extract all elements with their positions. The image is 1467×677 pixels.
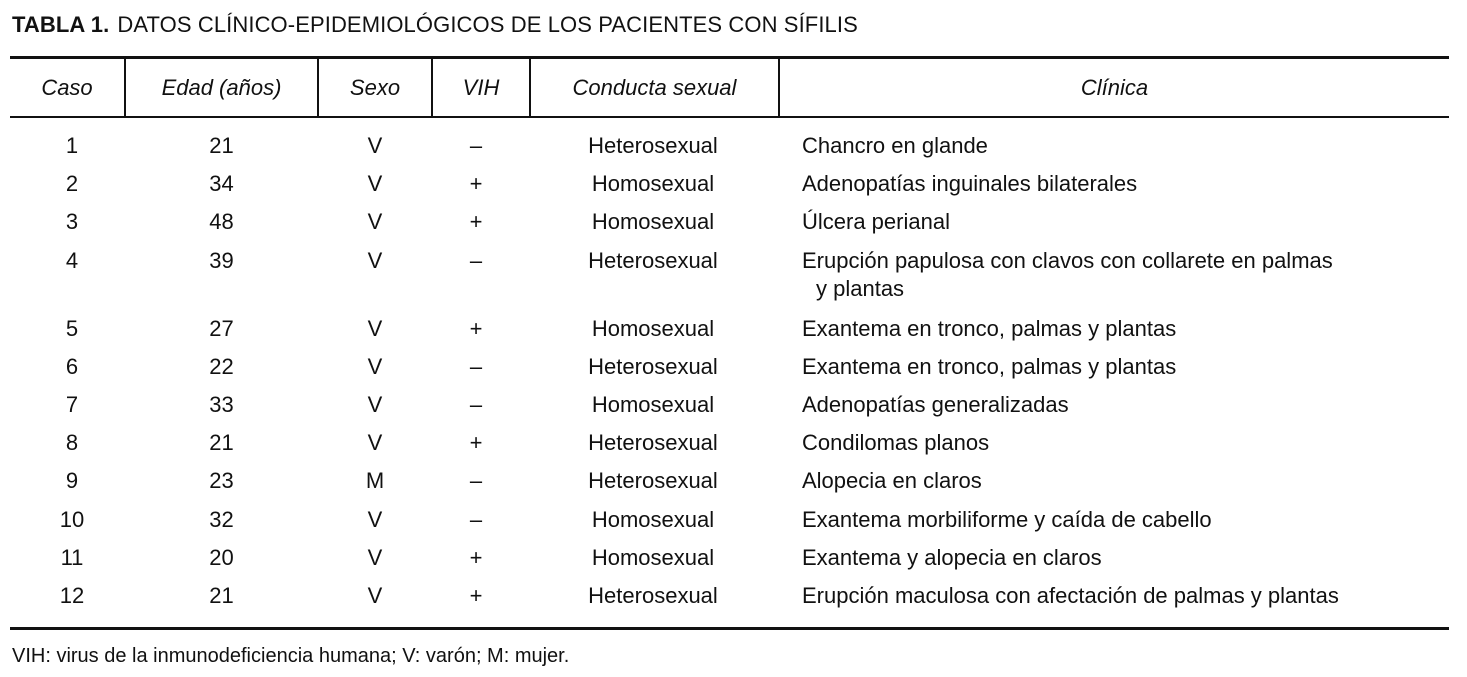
clinica-text: Erupción maculosa con afectación de palmas y plantas	[802, 583, 1339, 608]
cell-clinica	[802, 506, 1452, 534]
cell-vih: –	[469, 392, 483, 417]
cell-vih: –	[469, 354, 483, 379]
cell-clinica	[802, 132, 1452, 160]
cell-vih: +	[469, 583, 483, 608]
cell-clinica	[802, 391, 1452, 419]
cell-caso: 12	[59, 583, 85, 608]
cell-sexo: V	[367, 430, 383, 455]
header-vih: VIH	[462, 75, 500, 100]
cell-caso: 7	[65, 392, 79, 417]
cell-clinica	[802, 467, 1452, 495]
cell-clinica	[802, 429, 1452, 457]
cell-caso: 1	[65, 133, 79, 158]
cell-conducta: Homosexual	[591, 171, 715, 196]
cell-clinica	[802, 544, 1452, 572]
table-caption: DATOS CLÍNICO-EPIDEMIOLÓGICOS DE LOS PACIENTES CON SÍFILIS	[117, 12, 858, 37]
cell-vih: +	[469, 316, 483, 341]
cell-vih: –	[469, 468, 483, 493]
cell-conducta: Heterosexual	[588, 430, 718, 455]
cell-sexo: V	[367, 354, 383, 379]
clinica-text: Erupción papulosa con clavos con collarete en palmas	[802, 248, 1333, 273]
header-sexo: Sexo	[349, 75, 401, 100]
cell-edad: 32	[209, 507, 234, 532]
header-clinica: Clínica	[1080, 75, 1149, 100]
cell-edad: 48	[209, 209, 234, 234]
table-title	[12, 12, 858, 38]
cell-clinica	[802, 582, 1452, 610]
clinica-text: Úlcera perianal	[802, 209, 950, 234]
header-caso: Caso	[41, 75, 93, 100]
cell-conducta: Homosexual	[591, 392, 715, 417]
clinica-text: Adenopatías generalizadas	[802, 392, 1069, 417]
cell-caso: 10	[59, 507, 85, 532]
cell-vih: –	[469, 133, 483, 158]
cell-clinica	[802, 247, 1452, 303]
cell-caso: 5	[65, 316, 79, 341]
cell-caso: 9	[65, 468, 79, 493]
cell-vih: +	[469, 430, 483, 455]
cell-sexo: M	[365, 468, 385, 493]
cell-edad: 39	[209, 248, 234, 273]
cell-clinica	[802, 353, 1452, 381]
clinica-text: Condilomas planos	[802, 430, 990, 455]
cell-edad: 20	[209, 545, 234, 570]
clinica-text: Exantema en tronco, palmas y plantas	[802, 316, 1177, 341]
clinica-text: Exantema morbiliforme y caída de cabello	[802, 507, 1212, 532]
clinica-text-continuation: y plantas	[816, 276, 905, 301]
cell-conducta: Heterosexual	[588, 248, 718, 273]
cell-vih: –	[469, 507, 483, 532]
clinica-text: Chancro en glande	[802, 133, 988, 158]
cell-conducta: Homosexual	[591, 507, 715, 532]
cell-edad: 21	[209, 133, 234, 158]
cell-vih: +	[469, 545, 483, 570]
cell-caso: 3	[65, 209, 79, 234]
header-rule	[10, 116, 1449, 118]
table-number: TABLA 1.	[12, 12, 110, 37]
cell-vih: +	[469, 171, 483, 196]
cell-clinica	[802, 315, 1452, 343]
cell-sexo: V	[367, 133, 383, 158]
cell-conducta: Heterosexual	[588, 133, 718, 158]
cell-conducta: Homosexual	[591, 316, 715, 341]
cell-vih: +	[469, 209, 483, 234]
cell-conducta: Heterosexual	[588, 354, 718, 379]
header-conducta: Conducta sexual	[572, 75, 737, 100]
cell-vih: –	[469, 248, 483, 273]
cell-clinica	[802, 208, 1452, 236]
cell-sexo: V	[367, 248, 383, 273]
cell-sexo: V	[367, 545, 383, 570]
clinica-text: Exantema y alopecia en claros	[802, 545, 1102, 570]
cell-conducta: Homosexual	[591, 209, 715, 234]
cell-sexo: V	[367, 392, 383, 417]
clinica-text: Alopecia en claros	[802, 468, 982, 493]
cell-caso: 2	[65, 171, 79, 196]
cell-edad: 27	[209, 316, 234, 341]
cell-caso: 11	[60, 545, 84, 570]
cell-caso: 6	[65, 354, 79, 379]
cell-sexo: V	[367, 209, 383, 234]
clinica-text: Exantema en tronco, palmas y plantas	[802, 354, 1177, 379]
cell-edad: 21	[209, 430, 234, 455]
cell-caso: 8	[65, 430, 79, 455]
cell-edad: 33	[209, 392, 234, 417]
cell-sexo: V	[367, 171, 383, 196]
cell-edad: 34	[209, 171, 234, 196]
cell-edad: 21	[209, 583, 234, 608]
cell-conducta: Heterosexual	[588, 468, 718, 493]
cell-conducta: Heterosexual	[588, 583, 718, 608]
cell-edad: 22	[209, 354, 234, 379]
cell-sexo: V	[367, 507, 383, 532]
cell-caso: 4	[65, 248, 79, 273]
cell-sexo: V	[367, 583, 383, 608]
cell-clinica	[802, 170, 1452, 198]
cell-edad: 23	[209, 468, 234, 493]
clinica-text: Adenopatías inguinales bilaterales	[802, 171, 1138, 196]
header-edad: Edad (años)	[161, 75, 282, 100]
cell-conducta: Homosexual	[591, 545, 715, 570]
cell-sexo: V	[367, 316, 383, 341]
bottom-rule	[10, 627, 1449, 630]
table-footnote: VIH: virus de la inmunodeficiencia humana; V: varón; M: mujer.	[12, 645, 570, 667]
